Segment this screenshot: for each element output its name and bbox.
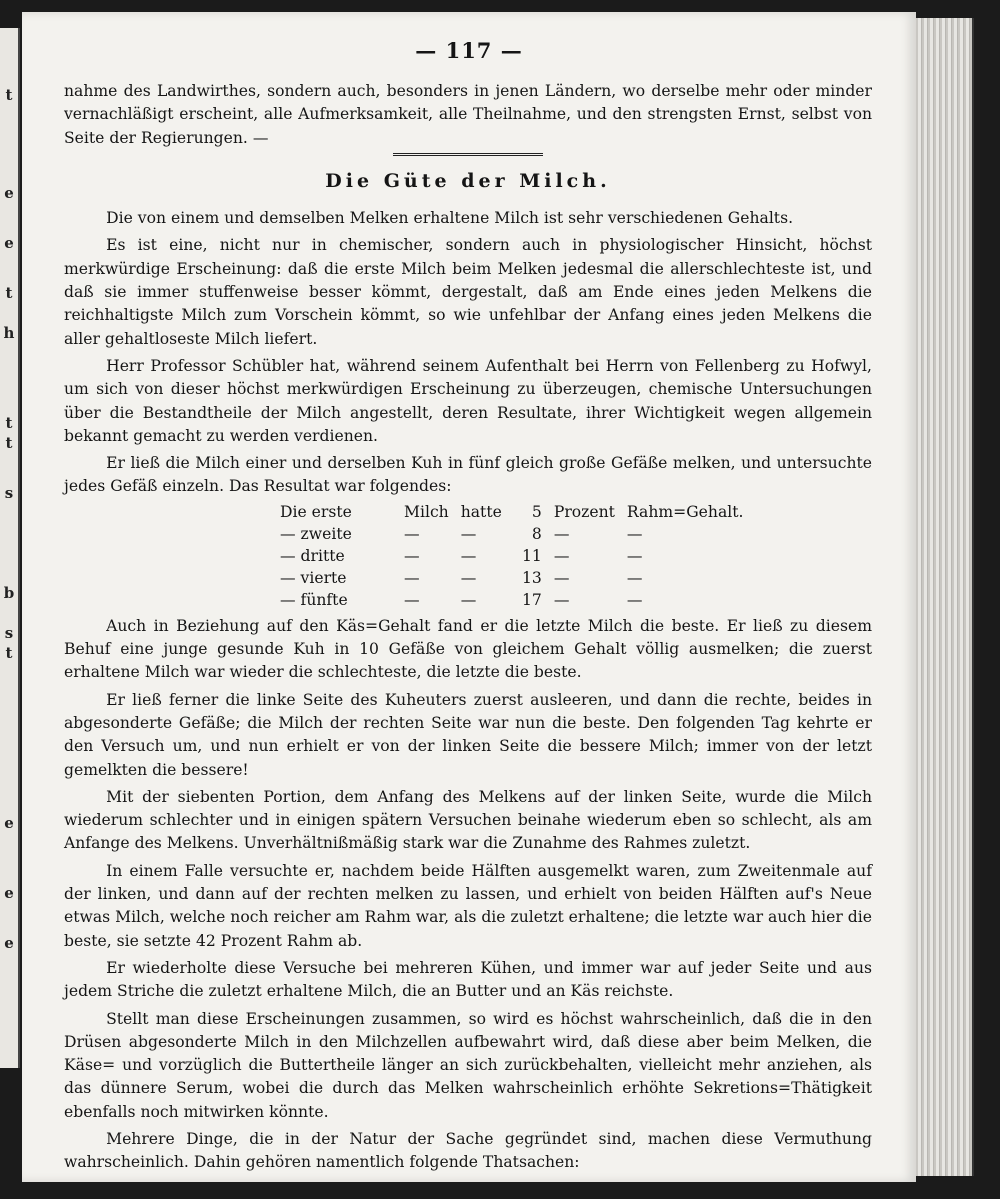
paragraph: Die von einem und demselben Melken erhaltene Milch ist sehr verschiedenen Gehalts. [106, 209, 794, 228]
paragraph: Er ließ ferner die linke Seite des Kuheuters zuerst ausleeren, und dann die rechte, beides in abgesonderte Gefäße; die Milch der rechten Seite war nun die beste. Den folgenden Tag kehrte er den Versuch um, und nun erhielt er von der linken Seite die bessere Milch; immer von der letzt gemelkten die bessere! [64, 690, 872, 779]
facing-page-letter: t [5, 284, 13, 302]
page-number: — 117 — [415, 38, 523, 63]
facing-page-letter: t [5, 414, 13, 432]
table-cell: Prozent [553, 502, 615, 521]
table-cell: — [404, 546, 420, 565]
table-cell: — fünfte [280, 590, 348, 609]
book-page [22, 12, 916, 1182]
book-page-stack [916, 18, 974, 1176]
table-cell: — [553, 590, 570, 609]
table-cell: — [404, 590, 420, 609]
table-row [274, 567, 749, 589]
table-cell: 8 [531, 524, 542, 543]
table-row [274, 589, 749, 611]
table-cell: — [460, 546, 477, 565]
paragraph: Er wiederholte diese Versuche bei mehreren Kühen, und immer war auf jeder Seite und aus jedem Striche die zuletzt erhaltene Milch, die an Butter und an Käs reichste. [64, 958, 872, 1001]
facing-page-letter: h [3, 324, 15, 342]
table-cell: Rahm=Gehalt. [626, 502, 744, 521]
paragraph: Es ist eine, nicht nur in chemischer, sondern auch in physiologischer Hinsicht, höchst merkwürdige Erscheinung: daß die erste Milch beim Melken jedesmal die allerschlechteste ist, und daß sie immer stuffenweise besser kömmt, dergestalt, daß am Ende eines jeden Melkens die reichhaltigste Milch zum Vorschein kömmt, so wie unfehlbar der Anfang eines jeden Melkens die aller gehaltloseste Milch liefert. [64, 236, 872, 348]
paragraph: Herr Professor Schübler hat, während seinem Aufenthalt bei Herrn von Fellenberg zu Hofwyl, um sich von dieser höchst merkwürdigen Erscheinung zu überzeugen, chemische Untersuchungen über die Bestandtheile der Milch angestellt, deren Resultate, ihrer Wichtigkeit wegen allgemein bekannt gemacht zu werden verdienen. [64, 356, 872, 445]
paragraph: Er ließ die Milch einer und derselben Kuh in fünf gleich große Gefäße melken, und untersuchte jedes Gefäß einzeln. Das Resultat war folgendes: [64, 454, 872, 496]
facing-page-letter: b [3, 584, 15, 602]
facing-page-letter: e [4, 884, 14, 902]
paragraph: In einem Falle versuchte er, nachdem beide Hälften ausgemelkt waren, zum Zweitenmale auf der linken, und dann auf der rechten melken zu lassen, und erhielt von beiden Hälften auf's Neue etwas Milch, welche noch reicher am Rahm war, als die zuletzt erhaltene; die letzte war auch hier die beste, sie setzte 42 Prozent Rahm ab. [64, 861, 872, 950]
table-cell: — [404, 568, 420, 587]
facing-page-letter: t [5, 644, 13, 662]
page-text [64, 80, 872, 1175]
facing-page-letter: s [4, 484, 14, 502]
table-cell: Die erste [280, 502, 352, 521]
facing-page-letter: s [4, 624, 14, 642]
table-cell: — zweite [280, 524, 352, 543]
table-row [274, 545, 749, 567]
section-divider [393, 153, 543, 156]
table-cell: 17 [521, 590, 542, 609]
table-cell: — [553, 524, 570, 543]
facing-page-letter: e [4, 814, 14, 832]
table-cell: — dritte [280, 546, 345, 565]
facing-page-letter: e [4, 934, 14, 952]
facing-page-edge [0, 28, 20, 1068]
table-cell: — [553, 546, 570, 565]
paragraph: Auch in Beziehung auf den Käs=Gehalt fand er die letzte Milch die beste. Er ließ zu diesem Behuf eine junge gesunde Kuh in 10 Gefäße von gleichem Gehalt völlig ausmelken; die zuerst erhaltene Milch war wieder die schlechteste, die letzte die beste. [64, 616, 872, 682]
table-cell: 5 [531, 502, 542, 521]
table-cell: — [626, 590, 643, 609]
table-cell: — [460, 590, 477, 609]
facing-page-letter: t [5, 434, 13, 452]
table-cell: hatte [460, 502, 502, 521]
table-cell: — vierte [280, 568, 347, 587]
paragraph: Mit der siebenten Portion, dem Anfang des Melkens auf der linken Seite, wurde die Milch wiederum schlechter und in einigen spätern Versuchen beinahe wiederum eben so schlecht, als am Anfange des Melkens. Unverhältnißmäßig stark war die Zunahme des Rahmes zuletzt. [64, 787, 872, 853]
table-cell: Milch [404, 502, 449, 521]
facing-page-letter: e [4, 184, 14, 202]
table-cell: — [626, 546, 643, 565]
table-cell: — [460, 568, 477, 587]
table-cell: — [460, 524, 477, 543]
section-title: Die Güte der Milch. [325, 169, 611, 192]
facing-page-letter: e [4, 234, 14, 252]
table-cell: — [626, 524, 643, 543]
paragraph: Mehrere Dinge, die in der Natur der Sache gegründet sind, machen diese Vermuthung wahrscheinlich. Dahin gehören namentlich folgende Thatsachen: [64, 1129, 872, 1172]
table-cell: 11 [521, 546, 542, 565]
opening-paragraph: nahme des Landwirthes, sondern auch, besonders in jenen Ländern, wo derselbe mehr oder minder vernachläßigt erscheint, alle Aufmerksamkeit, alle Theilnahme, und den strengsten Ernst, selbst von Seite der Regierungen. — [64, 82, 872, 147]
table-cell: 13 [521, 568, 542, 587]
facing-page-letter: t [5, 86, 13, 104]
table-cell: — [404, 524, 420, 543]
table-row [274, 501, 749, 523]
paragraph: Stellt man diese Erscheinungen zusammen, so wird es höchst wahrscheinlich, daß die in den Drüsen abgesonderte Milch in den Milchzellen aufbewahrt wird, daß diese aber beim Melken, die Käse= und vorzüglich die Buttertheile länger an sich zurückbehalten, vielleicht mehr anziehen, als das dünnere Serum, wobei die durch das Melken wahrscheinlich erhöhte Sekretions=Thätigkeit ebenfalls noch mitwirken könnte. [64, 1009, 872, 1121]
table-row [274, 523, 749, 545]
results-table [274, 501, 749, 611]
table-cell: — [626, 568, 643, 587]
table-cell: — [553, 568, 570, 587]
